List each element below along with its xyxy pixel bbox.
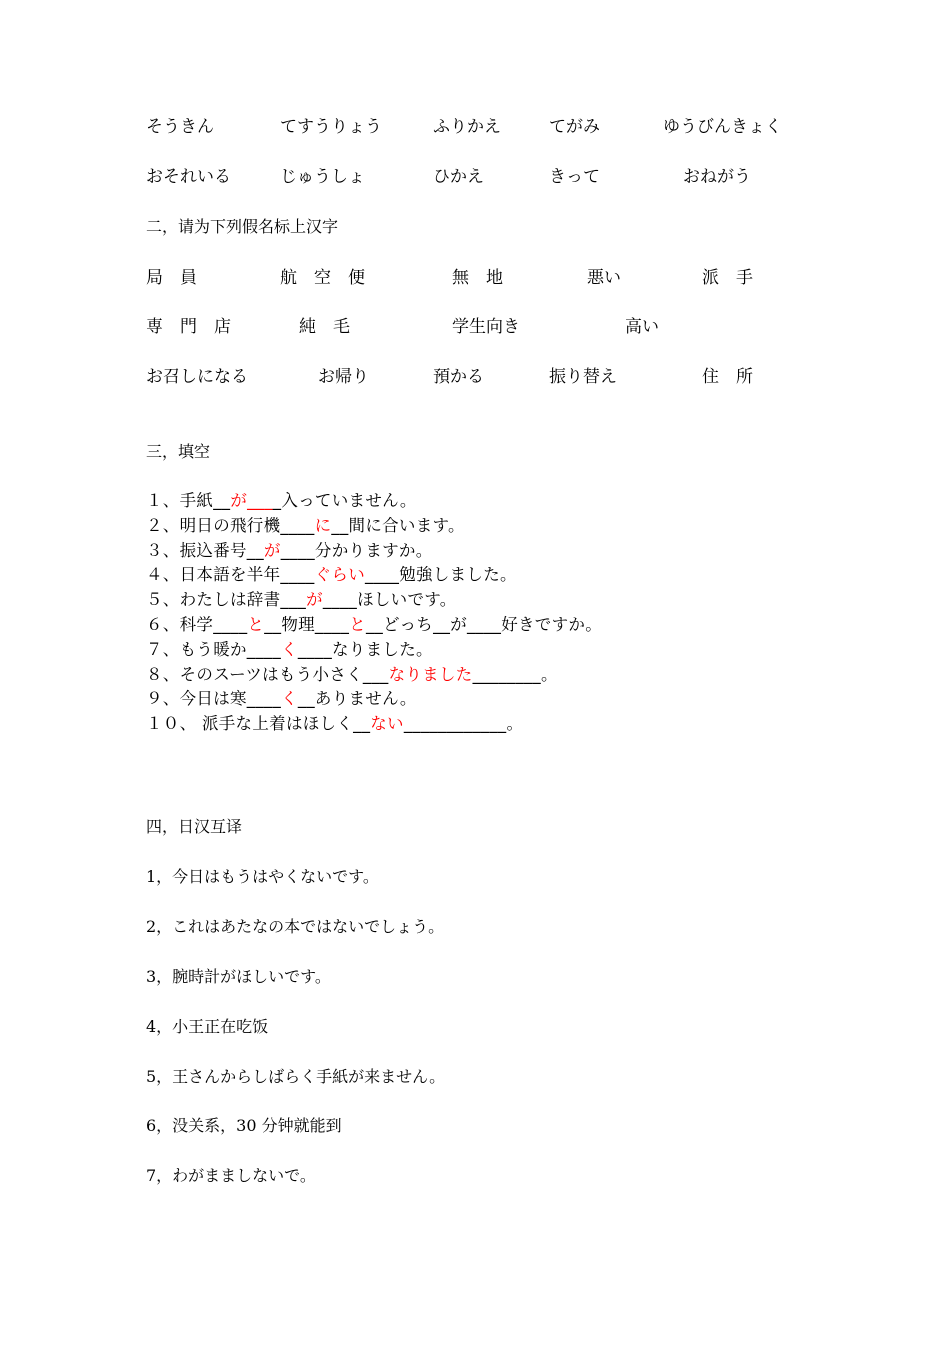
fill-in-sentence xyxy=(146,563,517,587)
sentence-text: ____________。 xyxy=(403,714,524,734)
answer-text: が___ xyxy=(230,491,273,510)
fill-in-sentence xyxy=(146,663,558,687)
kana-word: おねがう xyxy=(683,167,751,187)
kana-word: ひかえ xyxy=(433,167,484,187)
fill-in-sentence xyxy=(146,514,465,538)
sentence-text: __どっち__が____好きですか。 xyxy=(365,615,603,634)
sentence-text: ４、日本語を半年____ xyxy=(146,565,315,585)
kana-word: じゅうしょ xyxy=(280,167,365,187)
translation-item: 5，王さんからしばらく手紙が来ません。 xyxy=(146,1067,446,1086)
translation-item: 6，没关系，30 分钟就能到 xyxy=(146,1116,342,1135)
answer-text: く xyxy=(281,689,298,709)
translation-item: 2，これはあたなの本ではないでしょう。 xyxy=(146,917,445,936)
sentence-text: １、手紙__ xyxy=(146,491,231,510)
fill-in-sentence xyxy=(146,712,523,736)
fill-in-sentence xyxy=(146,613,602,637)
kana-word: そうきん xyxy=(146,117,214,137)
sentence-text: ５、わたしは辞書___ xyxy=(146,590,307,610)
kana-word: ゆうびんきょく xyxy=(663,117,782,137)
fill-in-sentence xyxy=(146,687,417,711)
kanji-word: 学生向き xyxy=(452,317,520,337)
kanji-word: 住 所 xyxy=(702,367,753,387)
kanji-word: 専 門 店 xyxy=(146,317,231,337)
kana-word: おそれいる xyxy=(146,167,231,187)
kanji-word: 無 地 xyxy=(452,268,503,288)
answer-text: が xyxy=(306,590,323,610)
section-4-heading: 四，日汉互译 xyxy=(146,817,243,836)
fill-in-sentence xyxy=(146,489,417,513)
sentence-text: __ありません。 xyxy=(297,689,417,709)
sentence-text: ____勉強しました。 xyxy=(365,565,517,585)
translation-item: 4，小王正在吃饭 xyxy=(146,1017,269,1036)
kanji-word: 悪い xyxy=(587,268,621,288)
kanji-word: 局 員 xyxy=(146,268,197,288)
kanji-word: 振り替え xyxy=(549,367,617,387)
answer-text: く xyxy=(281,639,298,659)
sentence-text: ８、そのスーツはもう小さく___ xyxy=(146,664,389,684)
answer-text: ぐらい xyxy=(314,565,366,585)
translation-item: 1，今日はもうはやくないです。 xyxy=(146,867,379,886)
sentence-text: ____なりました。 xyxy=(297,639,433,659)
kanji-word: お召しになる xyxy=(146,367,248,387)
sentence-text: _入っていません。 xyxy=(272,491,417,510)
kanji-word: お帰り xyxy=(318,367,369,387)
section-3-heading: 三，填空 xyxy=(146,442,211,461)
sentence-text: ____分かりますか。 xyxy=(280,540,433,560)
fill-in-sentence xyxy=(146,638,433,662)
kana-word: てすうりょう xyxy=(280,117,382,137)
translation-item: 3，腕時計がほしいです。 xyxy=(146,967,331,986)
fill-in-sentence xyxy=(146,588,457,612)
answer-text: が xyxy=(263,540,281,560)
answer-text: に xyxy=(314,515,332,535)
sentence-text: __物理____ xyxy=(264,615,350,634)
kanji-word: 預かる xyxy=(433,367,484,387)
kanji-word: 航 空 便 xyxy=(280,268,365,288)
section-2-heading: 二，请为下列假名标上汉字 xyxy=(146,217,339,236)
sentence-text: ____ほしいです。 xyxy=(322,590,457,610)
kana-word: きって xyxy=(549,167,600,187)
kanji-word: 純 毛 xyxy=(299,317,350,337)
translation-item: 7，わがまましないで。 xyxy=(146,1166,316,1185)
answer-text: と xyxy=(247,615,265,634)
sentence-text: ２、明日の飛行機____ xyxy=(146,515,315,535)
sentence-text: ６、科学____ xyxy=(146,615,248,634)
sentence-text: １０、 派手な上着はほしく__ xyxy=(146,714,371,734)
kanji-word: 高い xyxy=(625,317,659,337)
answer-text: と xyxy=(349,615,366,634)
kanji-word: 派 手 xyxy=(702,268,753,288)
kana-word: てがみ xyxy=(549,117,600,137)
fill-in-sentence xyxy=(146,539,433,563)
kana-word: ふりかえ xyxy=(433,117,501,137)
answer-text: なりました xyxy=(388,664,473,684)
sentence-text: ７、もう暖か____ xyxy=(146,639,281,659)
sentence-text: __間に合います。 xyxy=(331,515,465,535)
sentence-text: ９、今日は寒____ xyxy=(146,689,281,709)
answer-text: ない xyxy=(370,714,404,734)
sentence-text: ３、振込番号__ xyxy=(146,540,264,560)
sentence-text: ________。 xyxy=(472,664,558,684)
